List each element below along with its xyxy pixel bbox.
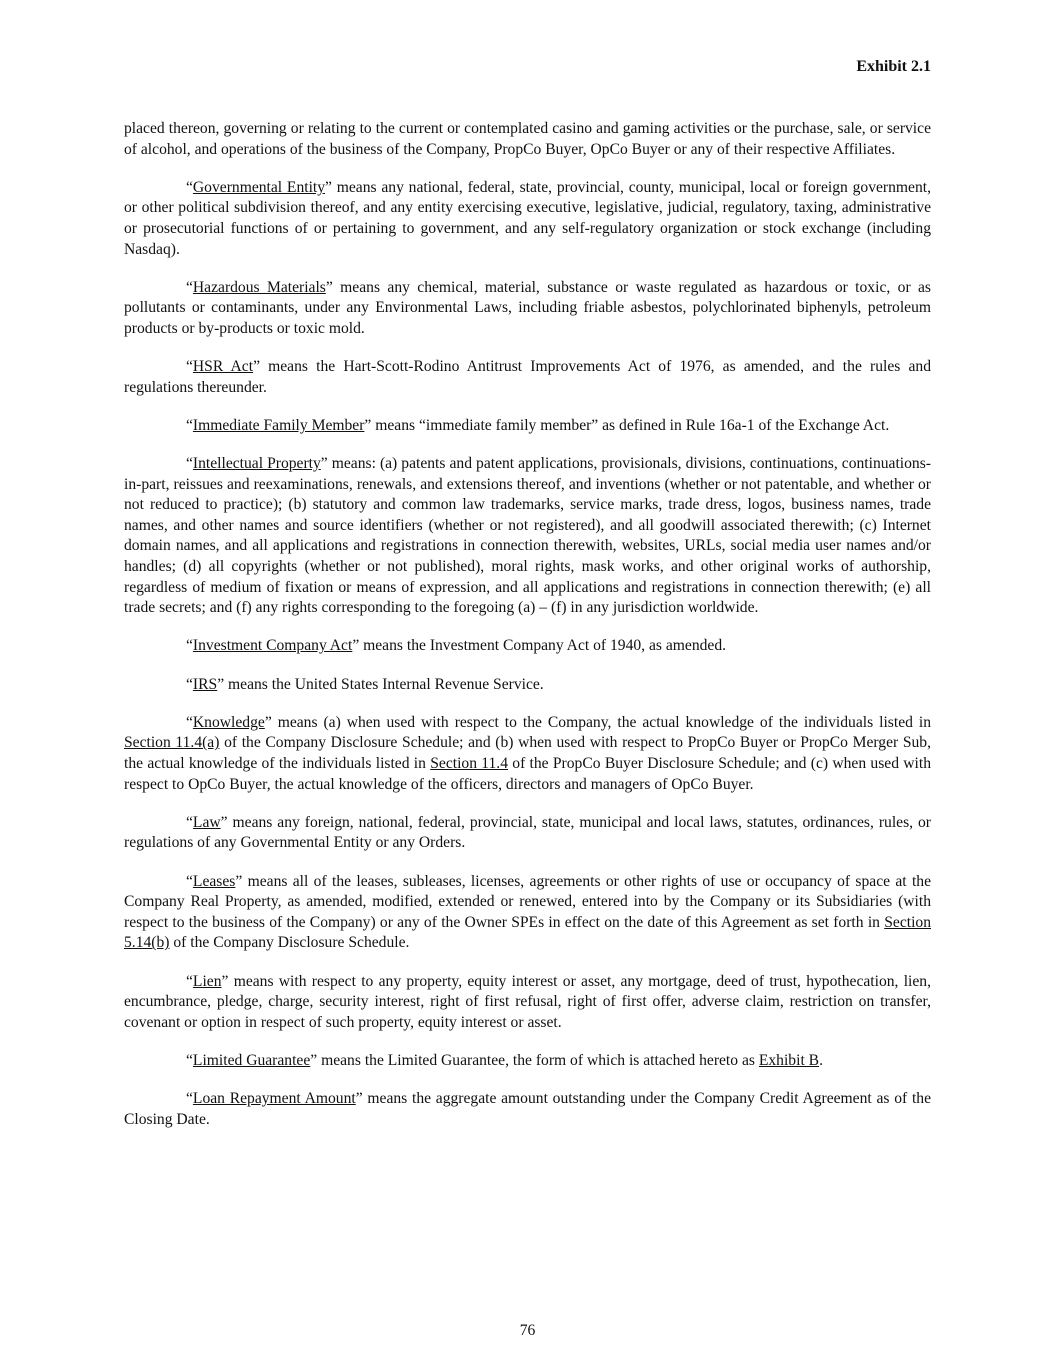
definition-governmental-entity: “Governmental Entity” means any national, federal, state, provincial, county, municipal, local or foreign government, or other political subdivision thereof, and any entity exercising executive, legislative, judicial, regulatory, taxing, administrative or prosecutorial functions of or pertaining to government, and any self-regulatory organization or stock exchange (including Nasdaq). xyxy=(124,178,931,258)
definition-knowledge: “Knowledge” means (a) when used with respect to the Company, the actual knowledge of the individuals listed in Section 11.4(a) of the Company Disclosure Schedule; and (b) when used with respect to PropCo Buyer or PropCo Merger Sub, the actual knowledge of the individuals listed in Section 11.4 of the PropCo Buyer Disclosure Schedule; and (c) when used with respect to OpCo Buyer, the actual knowledge of the officers, directors and managers of OpCo Buyer. xyxy=(124,713,931,793)
definition-text: ” means “immediate family member” as defined in Rule 16a-1 of the Exchange Act. xyxy=(364,416,890,434)
definition-text: of the Company Disclosure Schedule. xyxy=(169,934,410,952)
definition-loan-repayment-amount: “Loan Repayment Amount” means the aggregate amount outstanding under the Company Credit Agreement as of the Closing Date. xyxy=(124,1090,932,1128)
intro-paragraph: placed thereon, governing or relating to the current or contemplated casino and gaming activities or the purchase, sale, or service of alcohol, and operations of the business of the Company, PropCo Buyer, OpCo Buyer or any of their respective Affiliates. xyxy=(124,120,931,158)
defined-term: Governmental Entity xyxy=(192,178,326,196)
exhibit-reference-link: Exhibit B xyxy=(758,1051,820,1069)
defined-term: Limited Guarantee xyxy=(192,1051,311,1069)
definition-text: of the PropCo Buyer Disclosure Schedule; and (c) when used with respect to OpCo Buyer, the actual knowledge of the officers, directors and managers of OpCo Buyer. xyxy=(124,755,931,793)
definition-text: ” means the United States Internal Revenue Service. xyxy=(217,675,544,693)
definition-text: ” means with respect to any property, equity interest or asset, any mortgage, deed of trust, hypothecation, lien, encumbrance, pledge, charge, security interest, right of first refusal, right of first offer, adverse claim, restriction on transfer, covenant or option in respect of such property, equity interest or asset. xyxy=(124,972,931,1031)
definition-text: ” means: (a) patents and patent applications, provisionals, divisions, continuations, continuations-in-part, reissues and reexaminations, renewals, and extensions thereof, and inventions (whether or not patentable, and whether or not reduced to practice); (b) statutory and common law trademarks, service marks, trade dress, logos, business names, trade names, and other names and source identifiers (whether or not registered), and all goodwill associated therewith; (c) Internet domain names, and all applications and registrations in connection therewith, websites, URLs, social media user names and/or handles; (d) all copyrights (whether or not published), moral rights, mask works, and other original works of authorship, regardless of medium of fixation or means of expression, and all applications and registrations in connection therewith; (e) all trade secrets; and (f) any rights corresponding to the foregoing (a) – (f) in any jurisdiction worldwide. xyxy=(124,455,931,617)
definition-text: ” means any chemical, material, substance or waste regulated as hazardous or toxic, or as pollutants or contaminants, under any Environmental Laws, including friable asbestos, polychlorinated biphenyls, petroleum products or by-products or toxic mold. xyxy=(124,278,932,337)
definition-text: ” means the Investment Company Act of 1940, as amended. xyxy=(352,637,727,655)
definition-intellectual-property: “Intellectual Property” means: (a) patents and patent applications, provisionals, divisions, continuations, continuations-in-part, reissues and reexaminations, renewals, and extensions thereof, and inventions (whether or not patentable, and whether or not reduced to practice); (b) statutory and common law trademarks, service marks, trade dress, logos, business names, trade names, and other names and source identifiers (whether or not registered), and all goodwill associated therewith; (c) Internet domain names, and all applications and registrations in connection therewith, websites, URLs, social media user names and/or handles; (d) all copyrights (whether or not published), moral rights, mask works, and other original works of authorship, regardless of medium of fixation or means of expression, and all applications and registrations in connection therewith; (e) all trade secrets; and (f) any rights corresponding to the foregoing (a) – (f) in any jurisdiction worldwide. xyxy=(124,455,931,617)
definition-text: ” means the Hart-Scott-Rodino Antitrust Improvements Act of 1976, as amended, and the rules and regulations thereunder. xyxy=(124,358,931,396)
definition-hsr-act: “HSR Act” means the Hart-Scott-Rodino Antitrust Improvements Act of 1976, as amended, and the rules and regulations thereunder. xyxy=(124,358,931,396)
definition-text: . xyxy=(819,1051,823,1069)
definition-lien: “Lien” means with respect to any property, equity interest or asset, any mortgage, deed of trust, hypothecation, lien, encumbrance, pledge, charge, security interest, right of first refusal, right of first offer, adverse claim, restriction on transfer, covenant or option in respect of such property, equity interest or asset. xyxy=(124,972,931,1031)
definition-text: ” means the aggregate amount outstanding under the Company Credit Agreement as of the Closing Date. xyxy=(124,1090,932,1128)
defined-term: Knowledge xyxy=(192,713,265,731)
defined-term: Leases xyxy=(192,872,236,890)
definition-text: ” means all of the leases, subleases, licenses, agreements or other rights of use or occupancy of space at the Company Real Property, as amended, modified, extended or renewed, entered into by the Company or its Subsidiaries (with respect to the business of the Company) or any of the Owner SPEs in effect on the date of this Agreement as set forth in xyxy=(124,872,931,931)
defined-term: Investment Company Act xyxy=(192,637,353,655)
defined-term: Immediate Family Member xyxy=(192,416,365,434)
definition-hazardous-materials: “Hazardous Materials” means any chemical, material, substance or waste regulated as hazardous or toxic, or as pollutants or contaminants, under any Environmental Laws, including friable asbestos, polychlorinated biphenyls, petroleum products or by-products or toxic mold. xyxy=(124,278,932,337)
definition-text: ” means any national, federal, state, provincial, county, municipal, local or foreign government, or other political subdivision thereof, and any entity exercising executive, legislative, judicial, regulatory, taxing, administrative or prosecutorial functions of or pertaining to government, and any self-regulatory organization or stock exchange (including Nasdaq). xyxy=(124,178,931,258)
definition-law: “Law” means any foreign, national, federal, provincial, state, municipal and local laws, statutes, ordinances, rules, or regulations of any Governmental Entity or any Orders. xyxy=(124,813,931,852)
section-reference-link: Section 11.4 xyxy=(430,755,508,772)
defined-term: Intellectual Property xyxy=(192,455,321,473)
definition-leases: “Leases” means all of the leases, subleases, licenses, agreements or other rights of use or occupancy of space at the Company Real Property, as amended, modified, extended or renewed, entered into by the Company or its Subsidiaries (with respect to the business of the Company) or any of the Owner SPEs in effect on the date of this Agreement as set forth in Section 5.14(b) of the Company Disclosure Schedule. xyxy=(124,872,931,952)
definition-investment-company-act: “Investment Company Act” means the Investment Company Act of 1940, as amended. xyxy=(186,637,727,655)
definition-text: ” means the Limited Guarantee, the form of which is attached hereto as xyxy=(310,1051,759,1069)
definition-limited-guarantee: “Limited Guarantee” means the Limited Guarantee, the form of which is attached hereto as Exhibit B. xyxy=(186,1051,823,1069)
defined-term: IRS xyxy=(192,675,218,693)
defined-term: Law xyxy=(192,813,221,831)
defined-term: Hazardous Materials xyxy=(192,278,326,296)
defined-term: Lien xyxy=(192,972,222,990)
page-number: 76 xyxy=(519,1322,536,1339)
definition-immediate-family-member: “Immediate Family Member” means “immediate family member” as defined in Rule 16a-1 of the Exchange Act. xyxy=(186,416,890,434)
section-reference-link: Section 11.4(a) xyxy=(124,734,220,752)
defined-term: Loan Repayment Amount xyxy=(192,1090,356,1108)
definition-irs: “IRS” means the United States Internal Revenue Service. xyxy=(186,675,544,693)
defined-term: HSR Act xyxy=(192,358,254,376)
definition-text: ” means any foreign, national, federal, provincial, state, municipal and local laws, statutes, ordinances, rules, or regulations of any Governmental Entity or any Orders. xyxy=(124,813,931,852)
document-body xyxy=(124,119,931,1148)
exhibit-label: Exhibit 2.1 xyxy=(856,58,931,75)
section-reference-link: Section 5.14(b) xyxy=(124,913,931,952)
definition-text: of the Company Disclosure Schedule; and (b) when used with respect to PropCo Buyer or PropCo Merger Sub, the actual knowledge of the individuals listed in xyxy=(124,734,931,772)
definition-text: ” means (a) when used with respect to the Company, the actual knowledge of the individuals listed in xyxy=(264,713,931,731)
